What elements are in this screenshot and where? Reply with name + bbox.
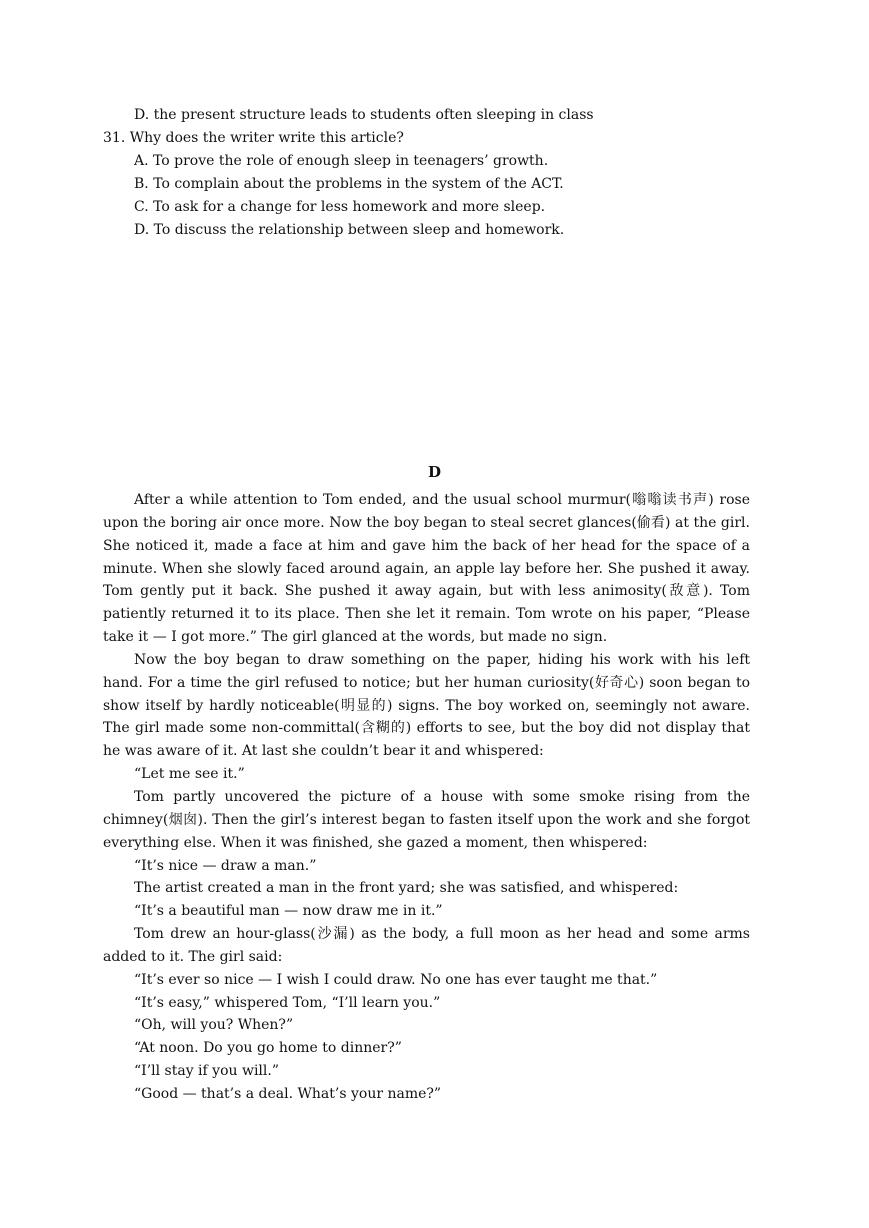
section-title: D: [427, 463, 441, 481]
question-31-option-d: D. To discuss the relationship between sleep and homework.: [134, 222, 565, 238]
question-31-option-a: A. To prove the role of enough sleep in teenagers’ growth.: [134, 153, 549, 169]
passage-paragraph-1: After a while attention to Tom ended, and the usual school murmur(嗡嗡读书声) rose upon the boring air once more. Now the boy began to steal secret glances(偷看) at the girl. She noticed it, made a face at him and gave him the back of her head for the space of a minute. When she slowly faced around again, an apple lay before her. She pushed it away. Tom gently put it back. She pushed it away again, but with less animosity(敌意). Tom patiently returned it to its place. Then she let it remain. Tom wrote on his paper, “Please take it — I got more.” The girl glanced at the words, but made no sign.: [103, 492, 750, 646]
passage-paragraph-4: Tom drew an hour-glass(沙漏) as the body, a full moon as her head and some arms added to it. The girl said:: [103, 926, 750, 965]
dialogue-line-2: “It’s nice — draw a man.”: [134, 857, 317, 874]
dialogue-line-6: “It’s easy,” whispered Tom, “I’ll learn you.”: [134, 994, 441, 1011]
passage-paragraph-3: Tom partly uncovered the picture of a house with some smoke rising from the chimney(烟囱). Then the girl’s interest began to fasten itself upon the work and she forgot everything else. When it was finished, she gazed a moment, then whispered:: [103, 788, 750, 851]
question-31-stem: 31. Why does the writer write this article?: [103, 130, 404, 146]
dialogue-line-7: “Oh, will you? When?”: [134, 1017, 294, 1034]
dialogue-line-1: “Let me see it.”: [134, 766, 245, 783]
dialogue-line-3: The artist created a man in the front yard; she was satisfied, and whispered:: [134, 880, 679, 897]
dialogue-line-4: “It’s a beautiful man — now draw me in it.”: [134, 903, 443, 920]
question-31-option-c: C. To ask for a change for less homework and more sleep.: [134, 199, 546, 215]
dialogue-line-10: “Good — that’s a deal. What’s your name?”: [134, 1085, 442, 1102]
reading-passage: [103, 489, 750, 1106]
dialogue-line-8: “At noon. Do you go home to dinner?”: [134, 1040, 402, 1057]
dialogue-line-9: “I’ll stay if you will.”: [134, 1063, 279, 1080]
dialogue-line-5: “It’s ever so nice — I wish I could draw. No one has ever taught me that.”: [134, 971, 658, 988]
question-block: [103, 104, 763, 242]
passage-paragraph-2: Now the boy began to draw something on the paper, hiding his work with his left hand. For a time the girl refused to notice; but her human curiosity(好奇心) soon began to show itself by hardly noticeable(明显的) signs. The boy worked on, seemingly not aware. The girl made some non-committal(含糊的) efforts to see, but the boy did not display that he was aware of it. At last she couldn’t bear it and whispered:: [103, 651, 750, 760]
question-31-option-b: B. To complain about the problems in the system of the ACT.: [134, 176, 564, 192]
prev-option-d: D. the present structure leads to students often sleeping in class: [134, 107, 594, 123]
